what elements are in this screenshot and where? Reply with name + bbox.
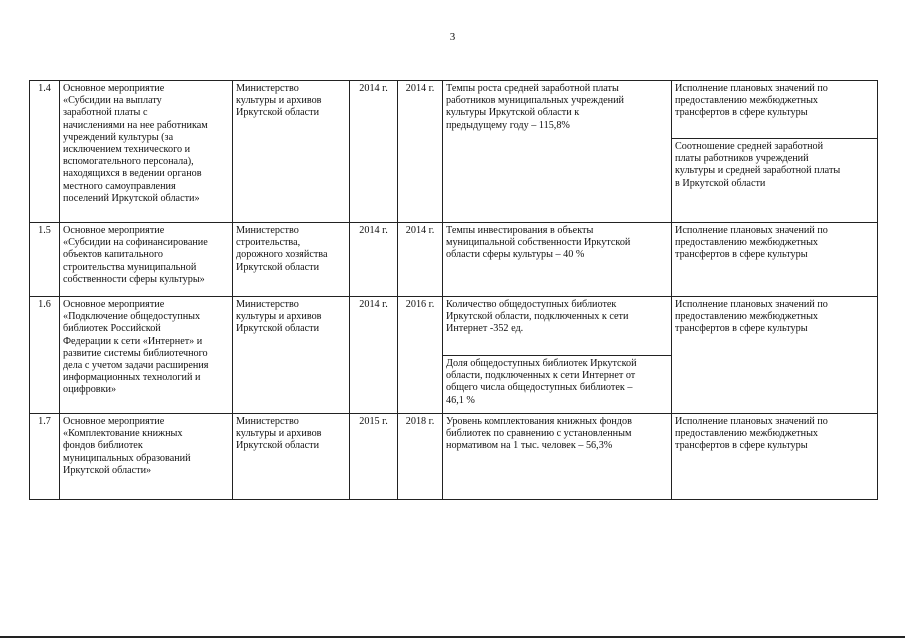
linked-indicator: Соотношение средней заработной платы работников учреждений культуры и средней заработной платы в Иркутской области	[672, 139, 878, 223]
table-row	[30, 414, 878, 500]
target-indicator: Темпы инвестирования в объекты муниципальной собственности Иркутской области сферы культуры – 40 %	[443, 223, 672, 297]
target-indicator: Темпы роста средней заработной платы работников муниципальных учреждений культуры Иркутской области к предыдущему году – 115,8%	[443, 81, 672, 223]
start-year: 2014 г.	[350, 223, 398, 297]
target-indicator: Количество общедоступных библиотек Иркутской области, подключенных к сети Интернет -352 ед.	[443, 297, 672, 356]
target-indicator: Доля общедоступных библиотек Иркутской области, подключенных к сети Интернет от общего числа общедоступных библиотек – 46,1 %	[443, 356, 672, 414]
event-name: Основное мероприятие «Комплектование книжных фондов библиотек муниципальных образований Иркутской области»	[60, 414, 233, 500]
linked-indicator: Исполнение плановых значений по предоставлению межбюджетных трансфертов в сфере культуры	[672, 414, 878, 500]
linked-indicator: Исполнение плановых значений по предоставлению межбюджетных трансфертов в сфере культуры	[672, 81, 878, 139]
start-year: 2014 г.	[350, 81, 398, 223]
page-number: 3	[449, 31, 456, 43]
event-name: Основное мероприятие «Субсидии на софинансирование объектов капитального строительства муниципальной собственности сферы культуры»	[60, 223, 233, 297]
executor: Министерство строительства, дорожного хозяйства Иркутской области	[233, 223, 350, 297]
page-edge-line	[0, 636, 905, 638]
linked-indicator: Исполнение плановых значений по предоставлению межбюджетных трансфертов в сфере культуры	[672, 297, 878, 414]
row-number: 1.7	[30, 414, 60, 500]
table-row	[30, 223, 878, 297]
end-year: 2018 г.	[398, 414, 443, 500]
end-year: 2016 г.	[398, 297, 443, 414]
row-number: 1.5	[30, 223, 60, 297]
event-name: Основное мероприятие «Подключение общедоступных библиотек Российской Федерации к сети «Интернет» и развитие системы библиотечного дела с учетом задачи расширения информационных технологий и оцифровки»	[60, 297, 233, 414]
row-number: 1.4	[30, 81, 60, 223]
executor: Министерство культуры и архивов Иркутской области	[233, 297, 350, 414]
target-indicator: Уровень комплектования книжных фондов библиотек по сравнению с установленным нормативом на 1 тыс. человек – 56,3%	[443, 414, 672, 500]
linked-indicator: Исполнение плановых значений по предоставлению межбюджетных трансфертов в сфере культуры	[672, 223, 878, 297]
executor: Министерство культуры и архивов Иркутской области	[233, 414, 350, 500]
table-row	[30, 297, 878, 356]
table-row	[30, 81, 878, 139]
executor: Министерство культуры и архивов Иркутской области	[233, 81, 350, 223]
program-events-table	[29, 80, 878, 500]
row-number: 1.6	[30, 297, 60, 414]
event-name: Основное мероприятие «Субсидии на выплату заработной платы с начислениями на нее работникам учреждений культуры (за исключением технического и вспомогательного персонала), находящихся в ведении органов местного самоуправления поселений Иркутской области»	[60, 81, 233, 223]
start-year: 2015 г.	[350, 414, 398, 500]
end-year: 2014 г.	[398, 223, 443, 297]
end-year: 2014 г.	[398, 81, 443, 223]
start-year: 2014 г.	[350, 297, 398, 414]
